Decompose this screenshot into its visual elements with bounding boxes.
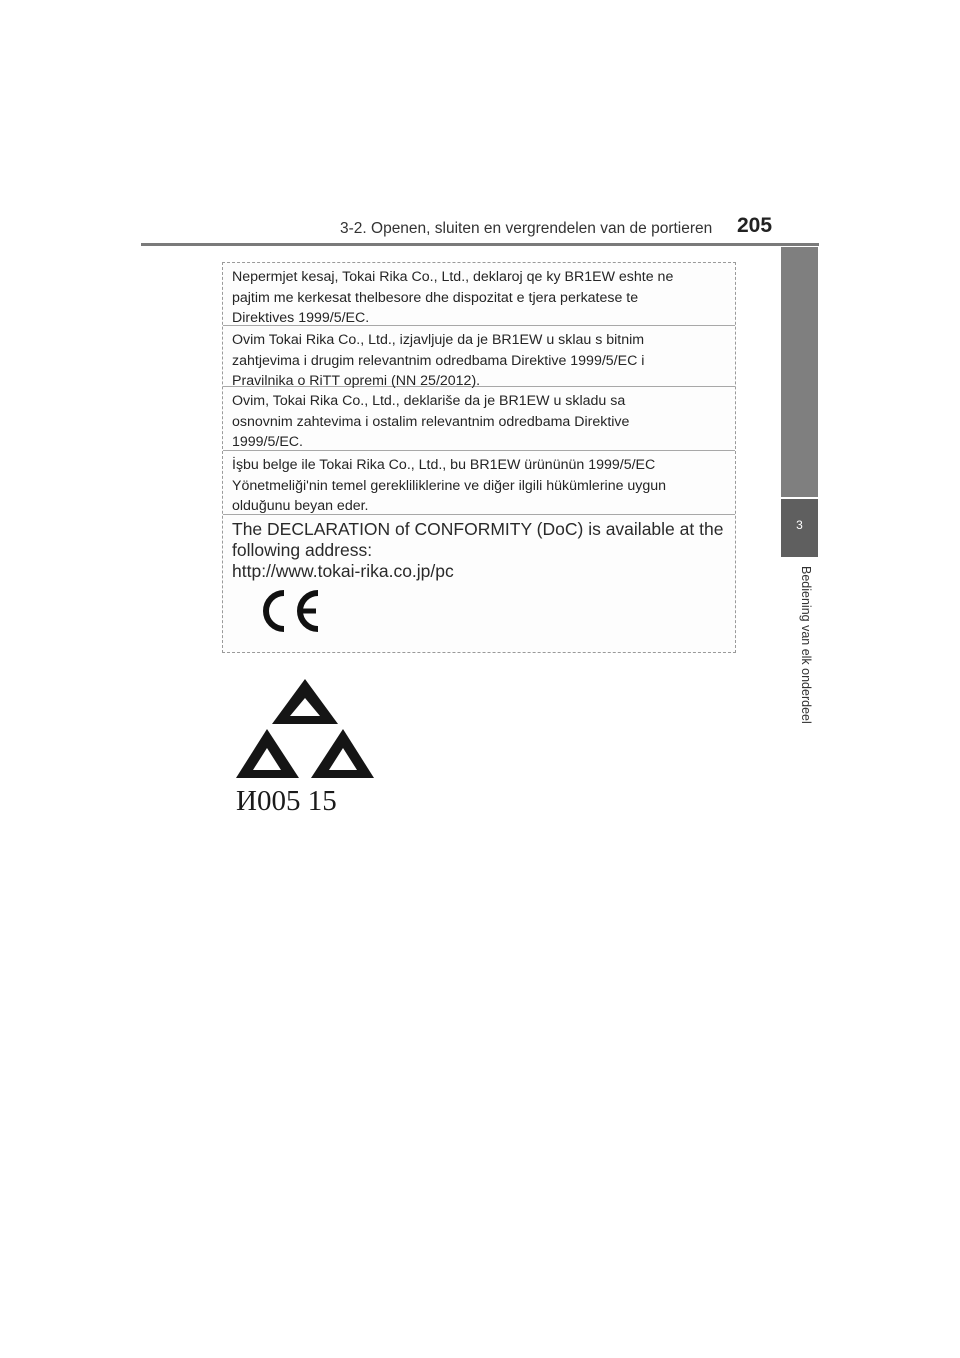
chapter-tab: 3 bbox=[781, 499, 818, 557]
declaration-url: http://www.tokai-rika.co.jp/pc bbox=[232, 561, 454, 581]
side-bar-decoration bbox=[781, 247, 818, 497]
declaration-row-turkish bbox=[223, 451, 735, 515]
declaration-line: İşbu belge ile Tokai Rika Co., Ltd., bu BR1EW ürününün 1999/5/EC bbox=[232, 457, 656, 473]
declaration-row-serbian bbox=[223, 387, 735, 451]
declaration-row-croatian bbox=[223, 326, 735, 387]
declaration-table bbox=[222, 262, 736, 653]
page-number: 205 bbox=[737, 214, 773, 237]
approval-code: И005 15 bbox=[236, 785, 337, 817]
declaration-line: Ovim, Tokai Rika Co., Ltd., deklariše da je BR1EW u skladu sa bbox=[232, 393, 626, 409]
declaration-line: Nepermjet kesaj, Tokai Rika Co., Ltd., deklaroj qe ky BR1EW eshte ne bbox=[232, 269, 674, 285]
declaration-row-doc bbox=[223, 515, 735, 652]
declaration-row-albanian bbox=[223, 263, 735, 326]
declaration-line: Ovim Tokai Rika Co., Ltd., izjavljuje da je BR1EW u sklau s bitnim bbox=[232, 332, 645, 348]
declaration-line: following address: bbox=[232, 540, 373, 560]
header-rule bbox=[141, 243, 819, 246]
declaration-line: Pravilnika o RiTT opremi (NN 25/2012). bbox=[232, 373, 481, 389]
declaration-line: zahtjevima i drugim relevantnim odredbama Direktive 1999/5/EC i bbox=[232, 352, 645, 369]
declaration-line: osnovnim zahtevima i ostalim relevantnim odredbama Direktive bbox=[232, 413, 630, 430]
chapter-side-label: Bediening van elk onderdeel bbox=[799, 566, 813, 724]
declaration-line: Direktives 1999/5/EC. bbox=[232, 310, 370, 326]
ce-mark-icon bbox=[254, 585, 324, 637]
section-header-title: 3-2. Openen, sluiten en vergrendelen van de portieren bbox=[340, 220, 713, 237]
declaration-line: 1999/5/EC. bbox=[232, 434, 303, 450]
declaration-line: olduğunu beyan eder. bbox=[232, 498, 369, 514]
triangle-certification-icon bbox=[234, 676, 376, 782]
declaration-line: Yönetmeliği'nin temel gerekliliklerine ve diğer ilgili hükümlerine uygun bbox=[232, 477, 667, 494]
declaration-line: The DECLARATION of CONFORMITY (DoC) is available at the bbox=[232, 519, 724, 539]
declaration-line: pajtim me kerkesat thelbesore dhe dispozitat e tjera perkatese te bbox=[232, 289, 639, 306]
